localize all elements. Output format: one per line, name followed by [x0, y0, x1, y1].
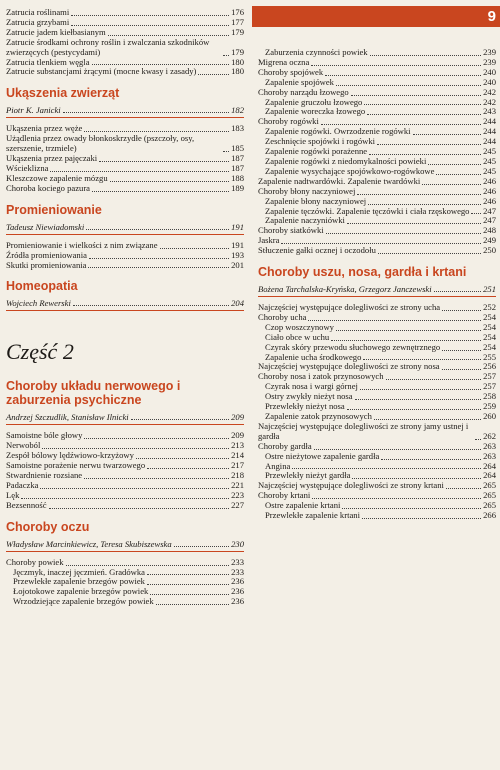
dot-leader: [73, 305, 229, 306]
author-name: Tadeusz Niewiadomski: [6, 221, 85, 232]
toc-entry-page: 264: [483, 470, 496, 481]
dot-leader: [347, 409, 481, 410]
toc-entry-page: 260: [483, 411, 496, 421]
toc-entry-title: Najczęściej występujące dolegliwości ze strony krtani: [258, 480, 444, 491]
toc-entry-title: Zapalenie nadtwardówki. Zapalenie twardówki: [258, 175, 421, 186]
dot-leader: [66, 565, 230, 566]
dot-leader: [369, 154, 481, 155]
toc-entry-title: Zatrucie substancjami żrącymi (mocne kwasy i zasady): [6, 66, 197, 77]
toc-entry-page: 183: [231, 123, 244, 134]
toc-entry[interactable]: [6, 471, 244, 481]
dot-leader: [198, 74, 229, 75]
toc-entry-title: Zatrucie środkami ochrony roślin i zwalczania szkodników zwierzęcych (pestycydami): [6, 36, 210, 57]
toc-entry-page: 254: [483, 311, 496, 322]
toc-entry[interactable]: [6, 184, 244, 194]
toc-entry[interactable]: [6, 261, 244, 271]
dot-leader: [99, 161, 229, 162]
section-rule: [6, 234, 244, 235]
toc-entry-page: 201: [231, 259, 244, 270]
dot-leader: [50, 171, 229, 172]
toc-entry-page: 265: [483, 490, 496, 501]
dot-leader: [370, 55, 482, 56]
dot-leader: [336, 330, 481, 331]
author-name: Władysław Marcinkiewicz, Teresa Skubiszewska: [6, 538, 172, 549]
toc-entry-title: Najczęściej występujące dolegliwości ze strony nosa: [258, 361, 440, 372]
dot-leader: [71, 25, 229, 26]
toc-entry-title: Przewlekłe zapalenie krtani: [265, 510, 360, 521]
page-number: 9: [487, 8, 496, 25]
toc-entry-title: Najczęściej występujące dolegliwości ze strony ucha: [258, 302, 441, 313]
toc-entry-page: 187: [231, 162, 244, 173]
dot-leader: [355, 399, 482, 400]
toc-entry-title: Użądlenia przez owady błonkoskrzydłe (pszczoły, osy, szerszenie, trzmiele): [6, 133, 195, 154]
dot-leader: [442, 369, 482, 370]
toc-entry-page: 239: [483, 56, 496, 67]
toc-entry-page: 240: [483, 76, 496, 87]
toc-entry-page: 247: [483, 215, 496, 226]
toc-entry-title: Zeschnięcie spojówki i rogówki: [265, 136, 376, 147]
dot-leader: [422, 184, 481, 185]
right-column: [258, 48, 496, 521]
dot-leader: [174, 546, 229, 547]
dot-leader: [360, 389, 481, 390]
dot-leader: [471, 213, 481, 214]
part-title: Część 2: [6, 339, 74, 365]
toc-entry-title: Źródła promieniowania: [6, 249, 87, 260]
toc-entry-page: 247: [483, 205, 496, 216]
section-author: [6, 105, 244, 115]
toc-entry-title: Jęczmyk, inaczej jęczmień. Gradówka: [13, 566, 145, 577]
toc-entry-page: 179: [231, 46, 244, 57]
dot-leader: [150, 594, 229, 595]
dot-leader: [326, 233, 481, 234]
dot-leader: [321, 124, 481, 125]
toc-entry-page: 233: [231, 556, 244, 567]
toc-entry-title: Zapalenie naczyniówki: [265, 215, 345, 226]
toc-entry-page: 246: [483, 195, 496, 206]
toc-entry[interactable]: [6, 501, 244, 511]
toc-entry-title: Lęk: [6, 489, 20, 500]
toc-entry[interactable]: [6, 67, 244, 77]
toc-entry-title: Przewlekłe zapalenie brzegów powiek: [13, 576, 145, 587]
dot-leader: [314, 449, 481, 450]
toc-entry-title: Zatrucia tlenkiem węgla: [6, 56, 90, 67]
toc-entry-title: Zapalenie gruczołu łzowego: [265, 96, 363, 107]
toc-entry-page: 180: [231, 56, 244, 67]
dot-leader: [110, 181, 229, 182]
dot-leader: [147, 574, 229, 575]
toc-entry-page: 244: [483, 136, 496, 147]
toc-entry-title: Zapalenie wysychające spojówkowo-rogówkowe: [265, 165, 435, 176]
toc-entry-title: Zapalenie spojówek: [265, 76, 334, 87]
toc-entry-title: Choroba kociego pazura: [6, 182, 90, 193]
toc-entry-page: 179: [231, 26, 244, 37]
toc-entry-title: Promieniowanie i wielkości z nim związane: [6, 239, 158, 250]
toc-entry-title: Zapalenie rogówki z niedomykalności powieki: [265, 155, 427, 166]
toc-entry-page: 242: [483, 96, 496, 107]
author-page: 182: [231, 105, 244, 116]
toc-entry-page: 266: [483, 510, 496, 521]
toc-entry-title: Ostre zapalenie krtani: [265, 500, 341, 511]
toc-entry-page: 193: [231, 249, 244, 260]
toc-entry-title: Choroby spojówek: [258, 66, 324, 77]
toc-entry-title: Wrzodziejące zapalenie brzegów powiek: [13, 596, 154, 607]
toc-entry[interactable]: [258, 511, 496, 521]
dot-leader: [84, 478, 229, 479]
dot-leader: [40, 488, 229, 489]
toc-entry[interactable]: [258, 226, 496, 236]
dot-leader: [311, 65, 481, 66]
author-page: 204: [231, 298, 244, 309]
toc-entry-title: Choroby powiek: [6, 556, 64, 567]
dot-leader: [442, 310, 481, 311]
toc-entry[interactable]: [6, 481, 244, 491]
toc-entry-page: 217: [231, 460, 244, 471]
section-author: [6, 298, 244, 308]
toc-entry-title: Łojotokowe zapalenie brzegów powiek: [13, 586, 149, 597]
toc-entry-title: Najczęściej występujące dolegliwości ze strony jamy ustnej i gardła: [258, 420, 469, 441]
section-title: Homeopatia: [6, 279, 78, 294]
toc-entry-title: Choroby gardła: [258, 440, 312, 451]
section-title: Choroby uszu, nosa, gardła i krtani: [258, 265, 467, 280]
toc-entry-title: Ostry zwykły nieżyt nosa: [265, 391, 353, 402]
toc-entry-page: 246: [483, 175, 496, 186]
dot-leader: [377, 144, 481, 145]
dot-leader: [442, 350, 481, 351]
dot-leader: [357, 194, 481, 195]
toc-entry-page: 263: [483, 450, 496, 461]
dot-leader: [88, 267, 229, 268]
toc-entry-page: 265: [483, 480, 496, 491]
toc-entry-page: 256: [483, 361, 496, 372]
dot-leader: [92, 64, 230, 65]
toc-entry-page: 265: [483, 500, 496, 511]
toc-entry-page: 189: [231, 182, 244, 193]
dot-leader: [381, 459, 481, 460]
toc-entry-title: Choroby nosa i zatok przynosowych: [258, 371, 384, 382]
toc-entry-page: 244: [483, 116, 496, 127]
toc-entry-page: 239: [483, 47, 496, 57]
toc-entry-title: Choroby błony naczyniowej: [258, 185, 356, 196]
dot-leader: [92, 191, 229, 192]
toc-entry-title: Zatrucia roślinami: [6, 7, 70, 17]
dot-leader: [49, 508, 230, 509]
dot-leader: [131, 419, 229, 420]
toc-entry-page: 240: [483, 66, 496, 77]
toc-entry-page: 180: [231, 66, 244, 77]
dot-leader: [281, 243, 481, 244]
section-author: [6, 222, 244, 232]
toc-entry-page: 213: [231, 440, 244, 451]
author-name: Bożena Tarchalska-Kryńska, Grzegorz Janczewski: [258, 284, 432, 295]
toc-entry-page: 254: [483, 331, 496, 342]
section-author: [6, 539, 244, 549]
dot-leader: [292, 468, 481, 469]
dot-leader: [362, 518, 481, 519]
toc-entry-page: 223: [231, 489, 244, 500]
dot-leader: [374, 419, 481, 420]
dot-leader: [386, 379, 482, 380]
toc-entry-title: Zaburzenia czynności powiek: [265, 47, 368, 57]
dot-leader: [325, 75, 481, 76]
toc-entry-page: 249: [483, 235, 496, 246]
toc-entry-page: 259: [483, 401, 496, 412]
toc-entry-page: 245: [483, 155, 496, 166]
toc-entry-page: 254: [483, 321, 496, 332]
toc-entry-page: 177: [231, 16, 244, 27]
toc-entry-title: Zapalenie ucha środkowego: [265, 351, 362, 362]
dot-leader: [363, 359, 481, 360]
toc-entry-page: 264: [483, 460, 496, 471]
section-title: Choroby oczu: [6, 519, 90, 534]
left-column: [6, 8, 244, 607]
dot-leader: [368, 204, 481, 205]
toc-entry-title: Migrena oczna: [258, 56, 310, 67]
author-name: Piotr K. Janicki: [6, 105, 61, 116]
toc-entry-page: 257: [483, 371, 496, 382]
toc-entry-title: Zapalenie woreczka łzowego: [265, 106, 366, 117]
author-name: Andrzej Szczudlik, Stanisław Ilnicki: [6, 412, 129, 423]
toc-entry-page: 187: [231, 153, 244, 164]
toc-entry-title: Choroby siatkówki: [258, 225, 324, 236]
toc-entry-page: 245: [483, 165, 496, 176]
dot-leader: [86, 229, 229, 230]
toc-entry-title: Zapalenie rogówki. Owrzodzenie rogówki: [265, 126, 411, 137]
toc-entry-page: 245: [483, 146, 496, 157]
toc-entry-title: Ostre nieżytowe zapalenie gardła: [265, 450, 380, 461]
toc-entry-title: Choroby ucha: [258, 311, 307, 322]
toc-entry-page: 258: [483, 391, 496, 402]
toc-entry-title: Choroby narządu łzowego: [258, 86, 349, 97]
toc-entry-title: Ciało obce w uchu: [265, 331, 330, 342]
toc-entry-title: Choroby rogówki: [258, 116, 319, 127]
toc-entry-page: 242: [483, 86, 496, 97]
dot-leader: [413, 134, 482, 135]
dot-leader: [42, 448, 229, 449]
dot-leader: [331, 340, 481, 341]
toc-entry-page: 244: [483, 126, 496, 137]
toc-entry-title: Zapalenie zatok przynosowych: [265, 411, 372, 421]
dot-leader: [84, 131, 229, 132]
dot-leader: [475, 439, 481, 440]
toc-entry-page: 255: [483, 351, 496, 362]
dot-leader: [378, 253, 481, 254]
toc-entry-title: Jaskra: [258, 235, 280, 246]
toc-entry-title: Zapalenie tęczówki. Zapalenie tęczówki i ciała rzęskowego: [265, 205, 470, 216]
toc-entry-title: Angina: [265, 460, 291, 471]
dot-leader: [367, 114, 481, 115]
section-title: Ukąszenia zwierząt: [6, 86, 120, 101]
toc-entry[interactable]: [6, 251, 244, 261]
toc-entry-title: Czyrak nosa i wargi górnej: [265, 381, 358, 392]
section-author: [6, 412, 244, 422]
toc-entry-title: Zapalenie rogówki porażenne: [265, 146, 368, 157]
toc-entry-page: 176: [231, 7, 244, 17]
toc-entry-title: Zatrucie jadem kiełbasianym: [6, 26, 106, 37]
toc-entry-page: 243: [483, 106, 496, 117]
dot-leader: [223, 55, 229, 56]
toc-entry-page: 218: [231, 470, 244, 481]
toc-entry-page: 185: [231, 143, 244, 154]
toc-entry-page: 236: [231, 586, 244, 597]
toc-entry-title: Wścieklizna: [6, 162, 49, 173]
dot-leader: [428, 164, 481, 165]
toc-entry-page: 262: [483, 430, 496, 441]
dot-leader: [136, 458, 229, 459]
toc-entry-page: 233: [231, 566, 244, 577]
section-rule: [258, 296, 496, 297]
section-rule: [6, 424, 244, 425]
author-page: 230: [231, 538, 244, 549]
toc-entry-page: 246: [483, 185, 496, 196]
section-title: Choroby układu nerwowego i zaburzenia psychiczne: [6, 379, 181, 408]
dot-leader: [352, 478, 481, 479]
dot-leader: [71, 15, 229, 16]
toc-entry-page: 254: [483, 341, 496, 352]
dot-leader: [434, 291, 481, 292]
toc-entry-title: Stwardnienie rozsiane: [6, 470, 83, 481]
toc-entry-title: Samoistne bóle głowy: [6, 430, 83, 441]
page-header-bar: [252, 6, 500, 27]
toc-entry-title: Zapalenie błony naczyniowej: [265, 195, 367, 206]
toc-entry[interactable]: [6, 134, 244, 154]
toc-entry-title: Czyrak skóry przewodu słuchowego zewnętrznego: [265, 341, 441, 352]
toc-entry-page: 236: [231, 596, 244, 607]
dot-leader: [147, 584, 229, 585]
dot-leader: [108, 35, 229, 36]
toc-entry-title: Samoistne porażenie nerwu twarzowego: [6, 460, 146, 471]
toc-entry-page: 263: [483, 440, 496, 451]
toc-entry-page: 214: [231, 450, 244, 461]
section-rule: [6, 551, 244, 552]
dot-leader: [312, 498, 481, 499]
dot-leader: [351, 95, 481, 96]
author-page: 191: [231, 221, 244, 232]
dot-leader: [347, 223, 481, 224]
toc-entry-page: 209: [231, 430, 244, 441]
toc-entry-title: Choroby krtani: [258, 490, 311, 501]
toc-entry-title: Ukąszenia przez pajęczaki: [6, 153, 98, 164]
dot-leader: [147, 468, 229, 469]
section-title: Promieniowanie: [6, 202, 102, 217]
toc-entry-title: Nerwoból: [6, 440, 41, 451]
toc-entry[interactable]: [258, 422, 496, 442]
author-page: 209: [231, 412, 244, 423]
toc-entry-title: Padaczka: [6, 479, 39, 490]
section-author: [258, 284, 496, 294]
dot-leader: [63, 112, 229, 113]
toc-entry[interactable]: [6, 431, 244, 441]
dot-leader: [89, 258, 229, 259]
author-name: Wojciech Rewerski: [6, 298, 71, 309]
toc-entry-title: Stłuczenie gałki ocznej i oczodołu: [258, 245, 376, 256]
dot-leader: [436, 174, 481, 175]
toc-entry[interactable]: [6, 38, 244, 58]
dot-leader: [21, 498, 229, 499]
toc-entry-page: 252: [483, 302, 496, 313]
toc-entry-title: Zespół bólowy lędźwiowo-krzyżowy: [6, 450, 134, 461]
section-rule: [6, 310, 244, 311]
dot-leader: [342, 508, 481, 509]
toc-entry-page: 227: [231, 499, 244, 510]
toc-entry-page: 191: [231, 239, 244, 250]
toc-entry-page: 221: [231, 479, 244, 490]
toc-entry-title: Przewlekły nieżyt gardła: [265, 470, 351, 481]
toc-entry-title: Czop woszczynowy: [265, 321, 334, 332]
toc-entry-title: Zatrucia grzybami: [6, 16, 70, 27]
dot-leader: [446, 488, 481, 489]
dot-leader: [308, 320, 481, 321]
dot-leader: [160, 248, 230, 249]
toc-entry[interactable]: [6, 597, 244, 607]
toc-entry-page: 188: [231, 172, 244, 183]
dot-leader: [364, 104, 481, 105]
toc-entry-title: Przewlekły nieżyt nosa: [265, 401, 345, 412]
toc-entry-page: 248: [483, 225, 496, 236]
toc-entry[interactable]: [258, 246, 496, 256]
toc-entry-title: Kleszczowe zapalenie mózgu: [6, 172, 108, 183]
toc-entry-page: 257: [483, 381, 496, 392]
section-rule: [6, 117, 244, 118]
toc-entry-title: Bezsenność: [6, 499, 47, 510]
toc-entry-page: 236: [231, 576, 244, 587]
dot-leader: [84, 438, 229, 439]
dot-leader: [156, 604, 229, 605]
toc-entry-title: Skutki promieniowania: [6, 259, 87, 270]
dot-leader: [336, 85, 481, 86]
toc-entry-title: Ukąszenia przez węże: [6, 123, 83, 134]
toc-entry-page: 250: [483, 245, 496, 256]
dot-leader: [223, 151, 229, 152]
author-page: 251: [483, 284, 496, 295]
toc-entry[interactable]: [258, 452, 496, 462]
toc-entry[interactable]: [258, 197, 496, 207]
